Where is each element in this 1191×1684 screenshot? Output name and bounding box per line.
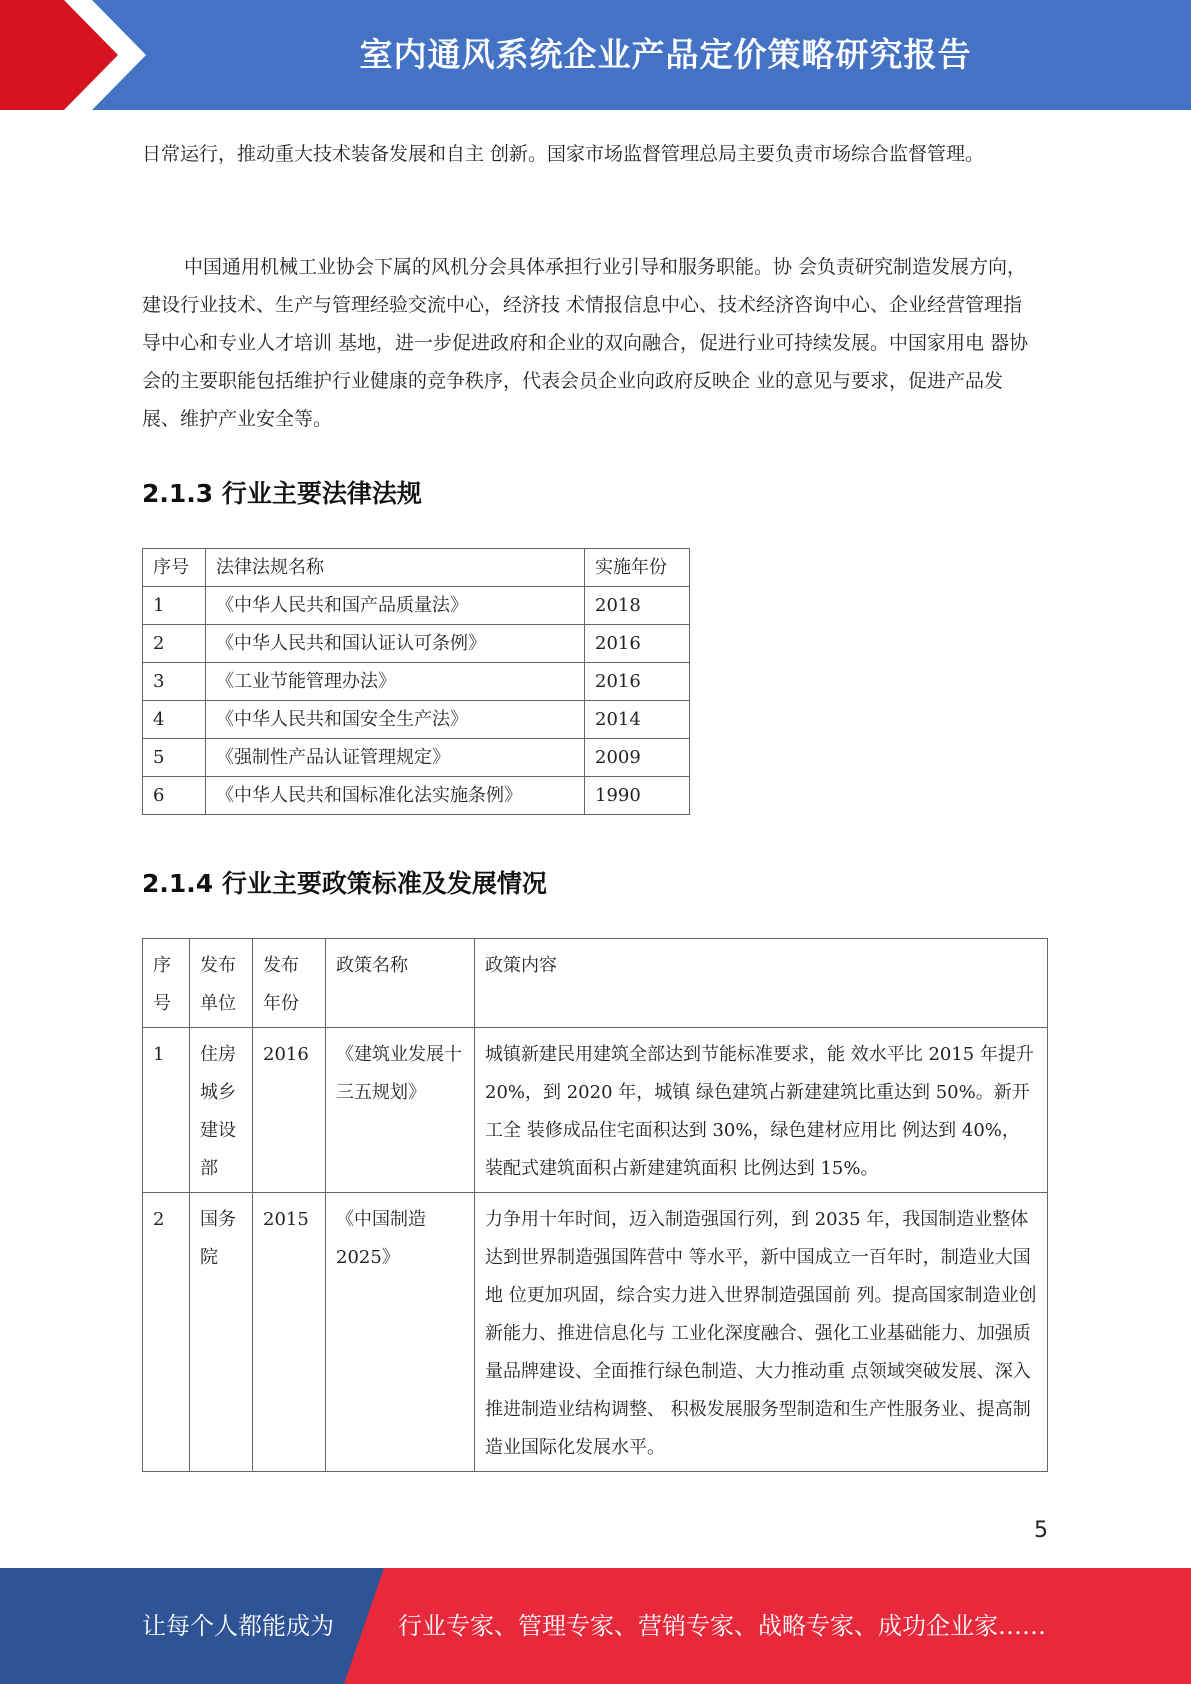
table-row: [143, 701, 690, 739]
table-cell: 2016: [585, 625, 690, 663]
column-header: 政策内容: [475, 939, 1048, 1028]
table-header-row: [143, 939, 1048, 1028]
table-header-row: [143, 549, 690, 587]
table-cell: 《中华人民共和国安全生产法》: [206, 701, 585, 739]
table-cell: 《中华人民共和国产品质量法》: [206, 587, 585, 625]
body-paragraph: 日常运行，推动重大技术装备发展和自主 创新。国家市场监督管理总局主要负责市场综合监督管理。: [142, 143, 985, 165]
footer-slogan-right: 行业专家、管理专家、营销专家、战略专家、成功企业家……: [398, 1612, 1046, 1640]
body-paragraph: 中国通用机械工业协会下属的风机分会具体承担行业引导和服务职能。协 会负责研究制造发展方向，建设行业技术、生产与管理经验交流中心，经济技 术情报信息中心、技术经济咨询中心、企业经营管理指导中心和专业人才培训 基地，进一步促进政府和企业的双向融合，促进行业可持续发展。中国家用电 器协会的主要职能包括维护行业健康的竞争秩序，代表会员企业向政府反映企 业的意见与要求，促进产品发展、维护产业安全等。: [142, 256, 1029, 430]
column-header: 政策名称: [326, 939, 475, 1028]
column-header: 序号: [143, 549, 206, 587]
column-header: 序号: [143, 939, 190, 1028]
header-banner: [0, 0, 1191, 110]
table-cell: 《中华人民共和国标准化法实施条例》: [206, 777, 585, 815]
table-cell: 3: [143, 663, 206, 701]
report-title: 室内通风系统企业产品定价策略研究报告: [359, 35, 972, 74]
page-number: 5: [1034, 1518, 1048, 1543]
table-cell: 《工业节能管理办法》: [206, 663, 585, 701]
table-cell: 2: [143, 625, 206, 663]
table-row: [143, 739, 690, 777]
table-cell: 《中国制造 2025》: [326, 1193, 475, 1472]
table-cell: 2016: [253, 1028, 326, 1193]
footer-banner: [0, 1568, 1191, 1684]
table-cell: 2015: [253, 1193, 326, 1472]
table-cell: 5: [143, 739, 206, 777]
table-row: [143, 1193, 1048, 1472]
table-cell: 《建筑业发展十三五规划》: [326, 1028, 475, 1193]
table-cell: 1: [143, 1028, 190, 1193]
table-cell: 《强制性产品认证管理规定》: [206, 739, 585, 777]
column-header: 发布单位: [190, 939, 253, 1028]
table-cell: 住房城乡建设部: [190, 1028, 253, 1193]
table-cell: 4: [143, 701, 206, 739]
footer-slogan-left: 让每个人都能成为: [142, 1612, 334, 1640]
laws-table: [142, 548, 690, 815]
table-cell: 6: [143, 777, 206, 815]
table-row: [143, 663, 690, 701]
table-cell: 2018: [585, 587, 690, 625]
table-row: [143, 625, 690, 663]
policy-table: [142, 938, 1048, 1472]
table-cell: 2009: [585, 739, 690, 777]
table-cell: 国务院: [190, 1193, 253, 1472]
section-heading: 2.1.3 行业主要法律法规: [142, 479, 422, 508]
table-cell: 力争用十年时间，迈入制造强国行列，到 2035 年，我国制造业整体达到世界制造强国阵营中 等水平，新中国成立一百年时，制造业大国地 位更加巩固，综合实力进入世界制造强国前 列。提高国家制造业创新能力、推进信息化与 工业化深度融合、强化工业基础能力、加强质 量品牌建设、全面推行绿色制造、大力推动重 点领域突破发展、深入推进制造业结构调整、 积极发展服务型制造和生产性服务业、提高制 造业国际化发展水平。: [475, 1193, 1048, 1472]
table-cell: 2: [143, 1193, 190, 1472]
table-cell: 2014: [585, 701, 690, 739]
table-cell: 《中华人民共和国认证认可条例》: [206, 625, 585, 663]
table-cell: 城镇新建民用建筑全部达到节能标准要求，能 效水平比 2015 年提升 20%，到 2020 年，城镇 绿色建筑占新建建筑比重达到 50%。新开工全 装修成品住宅面积达到 30%，绿色建材应用比 例达到 40%，装配式建筑面积占新建建筑面积 比例达到 15%。: [475, 1028, 1048, 1193]
table-row: [143, 587, 690, 625]
column-header: 法律法规名称: [206, 549, 585, 587]
column-header: 发布年份: [253, 939, 326, 1028]
table-row: [143, 1028, 1048, 1193]
table-cell: 1990: [585, 777, 690, 815]
table-cell: 1: [143, 587, 206, 625]
column-header: 实施年份: [585, 549, 690, 587]
section-heading: 2.1.4 行业主要政策标准及发展情况: [142, 869, 547, 898]
table-row: [143, 777, 690, 815]
table-cell: 2016: [585, 663, 690, 701]
